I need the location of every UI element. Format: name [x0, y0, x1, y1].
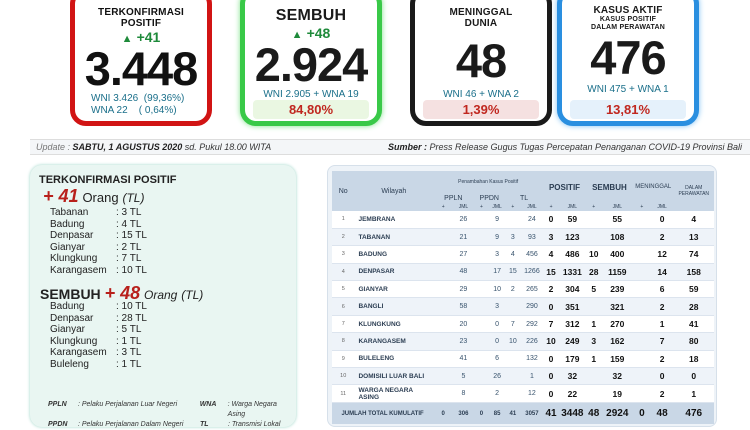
- table-cell: 4: [332, 263, 354, 280]
- table-cell: 20: [453, 315, 473, 332]
- table-cell: 7: [543, 315, 559, 332]
- col-sembuh: SEMBUH: [586, 171, 633, 203]
- table-cell: 0: [489, 315, 505, 332]
- table-cell: [633, 228, 651, 245]
- table-row: [332, 368, 714, 385]
- summary-panel: [30, 165, 296, 427]
- table-cell: [505, 368, 521, 385]
- table-cell: 132: [521, 350, 543, 367]
- list-item: Gianyar : 2 TL: [50, 241, 142, 253]
- card-sembuh-pct: 84,80%: [253, 100, 369, 119]
- card-aktif-subtitle1: KASUS POSITIF: [599, 16, 657, 23]
- table-cell: JEMBRANA: [354, 211, 433, 228]
- table-cell: [505, 211, 521, 228]
- table-cell: 10: [489, 281, 505, 298]
- table-cell: 6: [651, 281, 674, 298]
- table-cell: [474, 350, 490, 367]
- table-cell: 11: [332, 385, 354, 402]
- summary-positif-title: TERKONFIRMASI POSITIF: [39, 174, 177, 186]
- table-cell: 249: [559, 333, 586, 350]
- table-cell: 74: [673, 246, 714, 263]
- card-positif-value: 3.448: [84, 42, 198, 95]
- summary-sembuh-list: [50, 301, 147, 370]
- table-cell: 28: [586, 263, 602, 280]
- table-cell: 321: [602, 298, 633, 315]
- card-aktif-pct: 13,81%: [570, 100, 686, 119]
- table-cell: 18: [673, 350, 714, 367]
- table-cell: 10: [505, 333, 521, 350]
- card-meninggal-pct: 1,39%: [423, 100, 539, 119]
- table-cell: 48: [453, 263, 473, 280]
- table-cell: [474, 246, 490, 263]
- table-cell: 1266: [521, 263, 543, 280]
- table-cell: 23: [453, 333, 473, 350]
- table-cell: 2: [651, 298, 674, 315]
- table-row: [332, 281, 714, 298]
- table-cell: 93: [521, 228, 543, 245]
- table-row: [332, 350, 714, 367]
- table-cell: [633, 368, 651, 385]
- table-cell: 26: [489, 368, 505, 385]
- table-cell: 226: [521, 333, 543, 350]
- table-cell: BULELENG: [354, 350, 433, 367]
- table-cell: 2: [651, 350, 674, 367]
- list-item: Tabanan : 3 TL: [50, 207, 142, 218]
- card-aktif: [557, 0, 699, 126]
- table-cell: 3: [332, 246, 354, 263]
- table-cell: 1331: [559, 263, 586, 280]
- table-cell: DOMISILI LUAR BALI: [354, 368, 433, 385]
- table-row: [332, 246, 714, 263]
- table-cell: [633, 315, 651, 332]
- table-cell: [505, 350, 521, 367]
- table-cell: 4: [505, 246, 521, 263]
- table-row: [332, 385, 714, 402]
- summary-sembuh-header: SEMBUH + 48 Orang (TL): [40, 283, 204, 303]
- table-cell: 123: [559, 228, 586, 245]
- table-cell: 9: [489, 228, 505, 245]
- table-cell: 7: [651, 333, 674, 350]
- table-cell: 265: [521, 281, 543, 298]
- list-item: Klungkung : 7 TL: [50, 253, 142, 264]
- table-row: [332, 298, 714, 315]
- col-no: No: [332, 171, 354, 211]
- table-cell: 292: [521, 315, 543, 332]
- table-cell: 9: [489, 211, 505, 228]
- table-cell: [433, 263, 453, 280]
- table-cell: [586, 385, 602, 402]
- table-cell: 351: [559, 298, 586, 315]
- table-cell: [433, 315, 453, 332]
- list-item: Denpasar : 15 TL: [50, 230, 147, 241]
- table-cell: [633, 298, 651, 315]
- table-cell: 3: [586, 333, 602, 350]
- table-cell: 159: [602, 350, 633, 367]
- table-cell: 108: [602, 228, 633, 245]
- table-row: [332, 263, 714, 280]
- table-cell: 6: [332, 298, 354, 315]
- list-item: Karangasem : 10 TL: [50, 264, 147, 276]
- table-cell: BANGLI: [354, 298, 433, 315]
- update-bar: Update : SABTU, 1 AGUSTUS 2020 sd. Pukul 18.00 WITA Sumber : Press Release Gugus Tugas Percepatan Penanganan COVID-19 Provinsi Bali: [30, 139, 750, 155]
- table-cell: 6: [489, 350, 505, 367]
- table-cell: [633, 281, 651, 298]
- table-cell: 32: [559, 368, 586, 385]
- table-cell: 0: [651, 211, 674, 228]
- table-cell: [433, 298, 453, 315]
- list-item: Klungkung : 1 TL: [50, 335, 142, 347]
- table-cell: 239: [602, 281, 633, 298]
- table-cell: 59: [559, 211, 586, 228]
- table-cell: 312: [559, 315, 586, 332]
- table-total-row: JUMLAH TOTAL KUMULATIF 0 306 0 85 41 3057 41 3448 48 2924 0 48 476: [332, 402, 714, 424]
- table-cell: 8: [453, 385, 473, 402]
- table-cell: 304: [559, 281, 586, 298]
- col-ppln: PPLN: [433, 193, 473, 203]
- table-row: [332, 211, 714, 228]
- table-cell: 290: [521, 298, 543, 315]
- card-meninggal-title: MENINGGAL DUNIA: [449, 7, 513, 29]
- table-cell: 1: [332, 211, 354, 228]
- card-sembuh-delta: ▲ +48: [291, 25, 331, 41]
- table-cell: 12: [521, 385, 543, 402]
- table-cell: 5: [453, 368, 473, 385]
- region-table-body: [332, 211, 714, 402]
- table-cell: 2: [543, 281, 559, 298]
- list-item: Buleleng : 1 TL: [50, 358, 142, 370]
- table-cell: 2: [651, 228, 674, 245]
- table-cell: 5: [586, 281, 602, 298]
- triangle-up-icon: ▲: [121, 33, 133, 45]
- update-date: SABTU, 1 AGUSTUS 2020: [72, 142, 183, 152]
- table-cell: 15: [543, 263, 559, 280]
- table-cell: 26: [453, 211, 473, 228]
- card-sembuh-sub: WNI 2.905 + WNA 19: [263, 89, 359, 100]
- table-cell: 162: [602, 333, 633, 350]
- list-item: Badung : 10 TL: [50, 301, 147, 312]
- table-cell: [633, 333, 651, 350]
- table-cell: 10: [332, 368, 354, 385]
- card-positif-wna: WNA 22 ( 0,64%): [91, 105, 177, 116]
- table-cell: 3: [489, 246, 505, 263]
- table-cell: 13: [673, 228, 714, 245]
- table-cell: 2: [332, 228, 354, 245]
- table-cell: KLUNGKUNG: [354, 315, 433, 332]
- table-cell: [633, 211, 651, 228]
- table-cell: 5: [332, 281, 354, 298]
- table-cell: 270: [602, 315, 633, 332]
- table-cell: 3: [543, 228, 559, 245]
- table-cell: 0: [543, 298, 559, 315]
- table-cell: 400: [602, 246, 633, 263]
- summary-positif-list: [50, 207, 147, 276]
- table-cell: 41: [453, 350, 473, 367]
- table-cell: 10: [586, 246, 602, 263]
- list-item: Karangasem : 3 TL: [50, 347, 142, 358]
- update-source: Sumber : Press Release Gugus Tugas Percepatan Penanganan COVID-19 Provinsi Bali: [388, 142, 743, 152]
- table-cell: [433, 350, 453, 367]
- table-cell: [474, 228, 490, 245]
- card-aktif-subtitle2: DALAM PERAWATAN: [591, 24, 665, 31]
- table-cell: 58: [453, 298, 473, 315]
- region-table: No Wilayah Penambahan Kasus Positif POSITIF SEMBUH MENINGGAL DALAM PERAWATAN PPLN PPDN TL + JML + JML + JML + JML + JML + JML 1 JEMBRANA 26 9 24 0 59 55 0 4 2 TABANAN 21 9 3 93 3 123 108 2 13 3 BADUNG 27 3 4 456 4 486 10 400 12 74 4 DENPASAR 48 17 15 1266 15 1331 28 1159 14 158 5 GIANYAR 29 10 2 265 2 304 5 239 6 59 6 BANGLI 58 3 290 0 351 321 2 28 7 KLUNGKUNG 20 0 7 292 7 312 1 270 1 41 8 KARANGASEM 23 0 10 226 10 249 3 162 7 80 9 BULELENG 41 6 132 0 179 1 159 2 18 10 DOMISILI LUAR BALI 5 26 1 0 32 32 0 0 11 WARGA NEGARA ASING 8 2 12 0 22 19 2 1 JUMLAH TOTAL KUMULATIF 0 306 0 85 41 3057 41 3448 48 2924 0 48 476: [332, 171, 714, 424]
- table-cell: [633, 385, 651, 402]
- table-cell: 27: [453, 246, 473, 263]
- card-positif-delta: ▲ +41: [121, 29, 161, 45]
- table-cell: [474, 315, 490, 332]
- col-penambahan: Penambahan Kasus Positif: [433, 171, 543, 193]
- table-row: [332, 228, 714, 245]
- table-cell: [633, 246, 651, 263]
- table-cell: BADUNG: [354, 246, 433, 263]
- table-cell: 486: [559, 246, 586, 263]
- table-cell: 24: [521, 211, 543, 228]
- table-cell: [433, 333, 453, 350]
- col-wilayah: Wilayah: [354, 171, 433, 211]
- col-ppdn: PPDN: [474, 193, 505, 203]
- table-cell: [505, 298, 521, 315]
- list-item: Badung : 4 TL: [50, 218, 142, 230]
- table-cell: 2: [651, 385, 674, 402]
- table-cell: [433, 281, 453, 298]
- table-cell: 1: [521, 368, 543, 385]
- table-cell: 1: [651, 315, 674, 332]
- table-cell: 3: [505, 228, 521, 245]
- table-cell: [474, 211, 490, 228]
- table-cell: 1: [586, 315, 602, 332]
- table-cell: 0: [651, 368, 674, 385]
- table-cell: 456: [521, 246, 543, 263]
- table-cell: [586, 211, 602, 228]
- table-cell: KARANGASEM: [354, 333, 433, 350]
- card-aktif-title: KASUS AKTIF: [593, 5, 663, 16]
- table-cell: 0: [543, 350, 559, 367]
- table-cell: 3: [489, 298, 505, 315]
- card-positif: [70, 0, 212, 126]
- table-cell: GIANYAR: [354, 281, 433, 298]
- legend-row: PPDN : Pelaku Perjalanan Dalam Negeri TL : Transmisi Lokal: [48, 421, 281, 428]
- table-cell: 7: [332, 315, 354, 332]
- col-tl: TL: [505, 193, 543, 203]
- table-cell: 10: [543, 333, 559, 350]
- table-cell: 1: [586, 350, 602, 367]
- table-cell: [633, 263, 651, 280]
- table-cell: 80: [673, 333, 714, 350]
- table-cell: 4: [673, 211, 714, 228]
- table-cell: 41: [673, 315, 714, 332]
- table-cell: [474, 263, 490, 280]
- table-cell: 14: [651, 263, 674, 280]
- region-table-panel: [327, 165, 717, 427]
- table-cell: [433, 368, 453, 385]
- table-cell: 22: [559, 385, 586, 402]
- table-cell: 59: [673, 281, 714, 298]
- table-cell: 179: [559, 350, 586, 367]
- card-meninggal-sub: WNI 46 + WNA 2: [443, 89, 519, 100]
- table-cell: 1: [673, 385, 714, 402]
- table-cell: 1159: [602, 263, 633, 280]
- table-cell: 158: [673, 263, 714, 280]
- summary-legend: [48, 400, 296, 430]
- update-time: sd. Pukul 18.00 WITA: [184, 142, 272, 152]
- table-cell: 8: [332, 333, 354, 350]
- summary-positif-delta: + 41 Orang (TL): [43, 186, 145, 206]
- table-cell: 28: [673, 298, 714, 315]
- table-cell: TABANAN: [354, 228, 433, 245]
- table-cell: 55: [602, 211, 633, 228]
- col-dalam-perawatan: DALAM PERAWATAN: [673, 171, 714, 211]
- col-positif: POSITIF: [543, 171, 586, 203]
- card-meninggal-value: 48: [455, 34, 507, 87]
- card-positif-wni: WNI 3.426 (99,36%): [91, 93, 185, 104]
- table-cell: 17: [489, 263, 505, 280]
- card-sembuh: [240, 0, 382, 126]
- table-cell: 15: [505, 263, 521, 280]
- triangle-up-icon: ▲: [291, 29, 303, 41]
- table-cell: 32: [602, 368, 633, 385]
- table-cell: [474, 298, 490, 315]
- table-cell: [586, 368, 602, 385]
- table-cell: [433, 246, 453, 263]
- table-cell: 9: [332, 350, 354, 367]
- table-cell: 2: [505, 281, 521, 298]
- table-row: [332, 315, 714, 332]
- table-cell: [586, 298, 602, 315]
- list-item: Denpasar : 28 TL: [50, 312, 147, 324]
- table-cell: WARGA NEGARA ASING: [354, 385, 433, 402]
- card-meninggal: [410, 0, 552, 126]
- card-aktif-value: 476: [590, 31, 666, 84]
- table-cell: 0: [489, 333, 505, 350]
- table-cell: [433, 228, 453, 245]
- table-cell: [633, 350, 651, 367]
- table-cell: [474, 333, 490, 350]
- table-cell: 0: [543, 385, 559, 402]
- table-cell: 0: [543, 211, 559, 228]
- table-cell: [505, 385, 521, 402]
- table-cell: [474, 385, 490, 402]
- table-cell: 7: [505, 315, 521, 332]
- table-cell: 0: [673, 368, 714, 385]
- table-cell: [433, 385, 453, 402]
- card-positif-title: TERKONFIRMASI POSITIF: [98, 7, 184, 29]
- card-sembuh-title: SEMBUH: [275, 7, 347, 24]
- card-aktif-sub: WNI 475 + WNA 1: [587, 84, 669, 95]
- table-row: [332, 333, 714, 350]
- table-cell: [586, 228, 602, 245]
- table-cell: 21: [453, 228, 473, 245]
- table-cell: 4: [543, 246, 559, 263]
- table-cell: [433, 211, 453, 228]
- col-meninggal: MENINGGAL: [633, 171, 673, 203]
- table-cell: 29: [453, 281, 473, 298]
- table-cell: 0: [543, 368, 559, 385]
- table-cell: DENPASAR: [354, 263, 433, 280]
- table-cell: 2: [489, 385, 505, 402]
- legend-row: PPLN : Pelaku Perjalanan Luar Negeri WNA : Warga Negara Asing: [48, 401, 277, 418]
- card-sembuh-value: 2.924: [254, 38, 368, 91]
- table-cell: 12: [651, 246, 674, 263]
- list-item: Gianyar : 5 TL: [50, 324, 142, 335]
- table-cell: 19: [602, 385, 633, 402]
- table-cell: [474, 368, 490, 385]
- table-cell: [474, 281, 490, 298]
